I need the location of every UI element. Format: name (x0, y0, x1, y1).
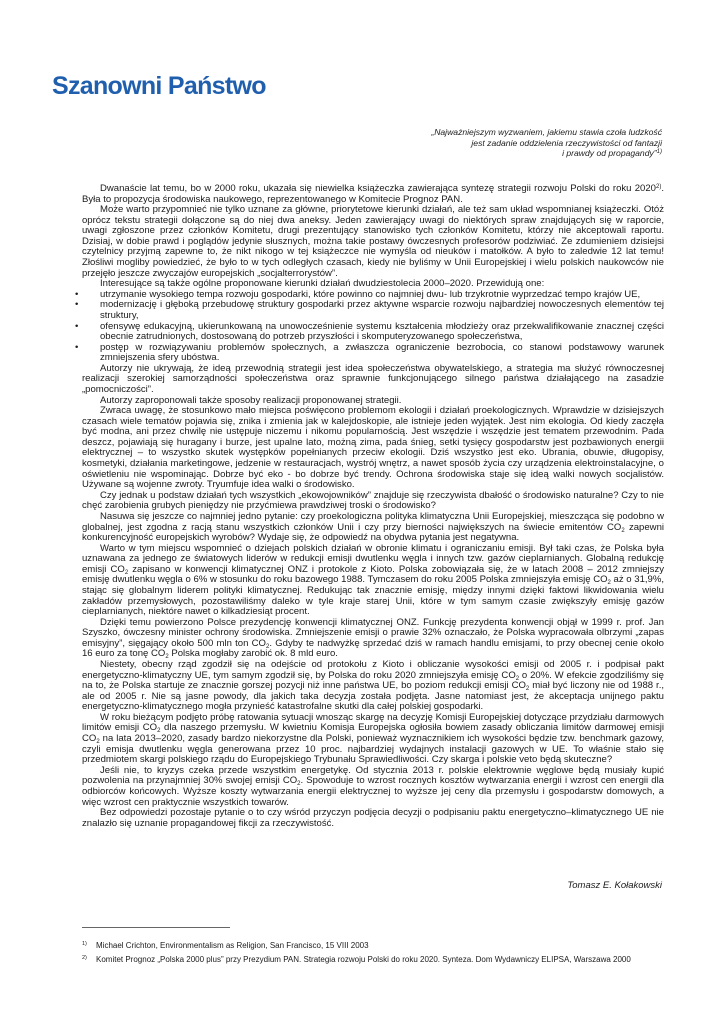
paragraph: Bez odpowiedzi pozostaje pytanie o to czy wśród przyczyn podjęcia decyzji o podpisaniu paktu energetyczno–klimatycznego UE nie znalazło się uznanie propagandowej fikcji za rzeczywistość. (82, 807, 664, 829)
paragraph: Warto w tym miejscu wspomnieć o dziejach polskich działań w obronie klimatu i ograniczaniu emisji. Był taki czas, że Polska była uznawana za jednego ze światowych liderów w redukcji emisji dwutlenku węgla i innych tzw. gazów cieplarnianych. Globalną redukcję emisji $CO_2$ zapisano w konwencji klimatycznej ONZ i protokole z Kioto. Polska zobowiązała się, że w latach 2008 – 2012 zmniejszy emisję dwutlenku węgla o 6% w stosunku do roku bazowego 1988. Tymczasem do roku 2005 Polska zmniejszyła emisję $CO_2$ aż o 31,9%, stając się globalnym liderem polityki klimatycznej. Redukując tak znacznie emisję, między innymi dzięki faktowi likwidowania wielu zakładów przemysłowych, pozostawiliśmy daleko w tyle kraje starej Unii, które w tym samym czasie zwiększyły emisję gazów cieplarnianych, niektóre nawet o kilkadziesiąt procent. (82, 542, 664, 618)
paragraph: Niestety, obecny rząd zgodził się na odejście od protokołu z Kioto i obliczanie wysokości emisji od 2005 r. i podpisał pakt energetyczno-klimatyczny UE, tym samym zgodził się, by Polska do roku 2020 zmniejszyła emisję $CO_2$ o 20%. W efekcie zgodziliśmy się na to, że Polska startuje ze znacznie gorszej pozycji niż inne państwa UE, bo poziom redukcji emisji $CO_2$ miał być liczony nie od 1988 r., ale od 2005 r. Nie są jasne powody, dla jakich taka decyzja została podjęta. Jasne natomiast jest, że akceptacja unijnego paktu energetyczno-klimatycznego mogła przynieść katastrofalne skutki dla całej polskiej gospodarki. (82, 659, 665, 713)
paragraph: Może warto przypomnieć nie tylko uznane za główne, priorytetowe kierunki działań, ale też sam układ wspomnianej książeczki. Otóż oprócz tekstu strategii dołączone są do niej dwa aneksy. Jeden zawierający uwagi do niektórych spraw znajdujących się w raporcie, uwagi zgłoszone przez członków Komitetu, drugi prezentujący stanowisko tych członków Komitetu, którzy nie akceptowali raportu. Dzisiaj, w dobie prawd i poglądów jedynie słusznych, można takie postawy ówczesnych profesorów podziwiać. Ze zdumieniem dzisiejsi czytelnicy przyjmą zapewne to, że nikt nikogo w tej książeczce nie wymyśla od nieuków i matołków. A było to zaledwie 12 lat temu! Złośliwi mogliby powiedzieć, że było to w tych odległych czasach, kiedy nie byliśmy w Unii Europejskiej i wielu polskich naukowców nie przejęło jeszcze zwyczajów europejskich „socjalterrorystów”. (82, 204, 664, 279)
paragraph: Autorzy zaproponowali także sposoby realizacji proponowanej strategii. (100, 394, 402, 406)
bullet-list (82, 290, 664, 364)
epigraph-line: jest zadanie oddzielenia rzeczywistości od fantazji (471, 137, 662, 148)
page-title: Szanowni Państwo (52, 72, 266, 100)
footnote-ref: 1) (656, 149, 662, 155)
footnote-ref: 2) (656, 184, 662, 190)
footnote-text: Michael Crichton, Environmentalism as Religion, San Francisco, 15 VIII 2003 (96, 941, 369, 950)
footnote (82, 939, 682, 953)
epigraph-line: i prawdy od propagandy”$^{1)}$ (562, 148, 662, 158)
list-item: • postęp w rozwiązywaniu problemów społecznych, a zwłaszcza ograniczenie bezrobocia, co stanowi podstawowy warunek zmniejszenia sfery ubóstwa. (82, 343, 664, 364)
article-body (82, 184, 664, 829)
paragraph: Interesujące są także ogólne proponowane kierunki działań dwudziestolecia 2000–2020. Przewidują one: (100, 278, 545, 290)
author-signature: Tomasz E. Kołakowski (567, 880, 662, 891)
footnotes (82, 939, 682, 967)
footnote (82, 953, 682, 967)
paragraph: Jeśli nie, to kryzys czeka przede wszystkim energetykę. Od stycznia 2013 r. polskie elektrownie węglowe będą musiały kupić pozwolenia na przynajmniej 30% swojej emisji $CO_2$. Spowoduje to wzrost rocznych kosztów wytwarzania energii i wzrost cen energii dla odbiorców końcowych. Wyższe koszty wytwarzania energii elektrycznej to wyższe jej ceny dla przemysłu i gospodarstw domowych, a więc wzrost cen praktycznie wszystkich towarów. (82, 764, 664, 808)
epigraph-line: „Najważniejszym wyzwaniem, jakiemu stawia czoła ludzkość (431, 127, 662, 137)
paragraph: Dwanaście lat temu, bo w 2000 roku, ukazała się niewielka książeczka zawierająca syntezę strategii rozwoju Polski do roku 2020$^{2)}$. Była to propozycja środowiska naukowego, reprezentowanego w Komitecie Prognoz PAN. (82, 183, 664, 205)
footnote-mark: 1) (82, 941, 87, 947)
paragraph: Dzięki temu powierzono Polsce prezydencję konwencji klimatycznej ONZ. Funkcję prezydenta konwencji objął w 1999 r. prof. Jan Szyszko, ówczesny minister ochrony środowiska. Zmniejszenie emisji o prawie 32% oznaczało, że Polska wypracowała olbrzymi „zapas emisyjny”, sięgający około 500 mln ton $CO_2$. Gdyby te nadwyżkę sprzedać dziś w ramach handlu emisjami, to przy obecnej cenie około 16 euro za tonę $CO_2$ Polska mogłaby zarobić ok. 8 mld euro. (82, 616, 664, 661)
epigraph (322, 127, 662, 159)
paragraph: W roku bieżącym podjęto próbę ratowania sytuacji wnosząc skargę na decyzję Komisji Europejskiej dotyczące przydziału darmowych limitów emisji $CO_2$ dla naszego przemysłu. W kwietniu Komisja Europejska ogłosiła bowiem zasady obliczania limitów darmowej emisji $CO_2$ na lata 2013–2020, zasady bardzo niekorzystne dla Polski, ponieważ wyznacznikiem ich wysokości będzie tzw. benchmark gazowy, czyli emisja dwutlenku węgla generowana przez 10 proc. najbardziej wydajnych instalacji gazowych w UE. To właśnie stało się przedmiotem skargi polskiego rządu do Europejskiego Trybunału Sprawiedliwości. Czy skarga i polskie veto będą skuteczne? (82, 711, 664, 766)
paragraph: Czy jednak u podstaw działań tych wszystkich „ekowojowników” znajduje się rzeczywista dbałość o środowisko naturalne? Czy to nie chęć zarobienia grubych pieniędzy nie przyćmiewa prawdziwej troski o środowisko? (82, 489, 664, 512)
list-item: • ofensywę edukacyjną, ukierunkowaną na unowocześnienie systemu kształcenia młodzieży oraz przekwalifikowanie znacznej części obecnie zatrudnionych, dostosowaną do potrzeb przyszłości i skomputeryzowanego społeczeństwa, (82, 322, 664, 343)
paragraph: Autorzy nie ukrywają, że ideą przewodnią strategii jest idea społeczeństwa obywatelskiego, a strategia ma służyć równoczesnej realizacji szerokiej samorządności społeczeństwa oraz sprawnie funkcjonującego silnego państwa działającego na zasadzie „pomocniczości”. (82, 362, 664, 395)
paragraph: Nasuwa się jeszcze co najmniej jedno pytanie: czy proekologiczna polityka klimatyczna Unii Europejskiej, mieszcząca się podobno w globalnej, jest zgodna z racją stanu wszystkich członków Unii i czy przy bierności największych na świecie emitentów $CO_2$ zapewni konkurencyjność europejskich wyrobów? Wydaje się, że odpowiedź na obydwa pytania jest negatywna. (82, 510, 665, 544)
paragraph: Zwraca uwagę, że stosunkowo mało miejsca poświęcono problemom ekologii i działań proekologicznych. Wprawdzie w dzisiejszych czasach wiele tematów pojawia się, znika i zmienia jak w kalejdoskopie, ale istnieje jeden wyjątek. Jest nim ekologia. Od kiedy zaczęła być modna, ani przez chwilę nie ustępuje niczemu i nikomu popularnością. Jest wszędzie i wszędzie jest tematem przewodnim. Pada deszcz, pojawiają się huragany i burze, jest upalne lato, możną zima, pada śnieg, setki tysięcy gospodarstw jest pozbawionych energii elektrycznej – to wszystko skutek występków popełnianych przeciw ekologii. Dziś wszystko jest eko. Ubrania, obuwie, długopisy, kosmetyki, działania marketingowe, jedzenie w restauracjach, wystrój wnętrz, a nawet sposób życia czy urządzenia elektroinstalacyjne, o oświetleniu nie wspominając. Dobrze być eko - bo dobrze być trendy. Ochrona środowiska staje się ideą walki nowych socjalistów. Używane są wojenne zwroty. Tryumfuje idea walki o środowisko. (82, 405, 664, 491)
list-item: • utrzymanie wysokiego tempa rozwoju gospodarki, które powinno co najmniej dwu- lub trzykrotnie wyprzedzać tempo krajów UE, (82, 290, 664, 301)
footnote-divider (82, 927, 230, 928)
list-item: • modernizację i głęboką przebudowę struktury gospodarki przez aktywne wsparcie rozwoju najbardziej nowoczesnych elementów tej struktury, (82, 300, 664, 321)
footnote-text: Komitet Prognoz „Polska 2000 plus” przy Prezydium PAN. Strategia rozwoju Polski do roku 2020. Synteza. Dom Wydawniczy ELIPSA, Warszawa 2000 (96, 955, 631, 964)
footnote-mark: 2) (82, 955, 87, 961)
